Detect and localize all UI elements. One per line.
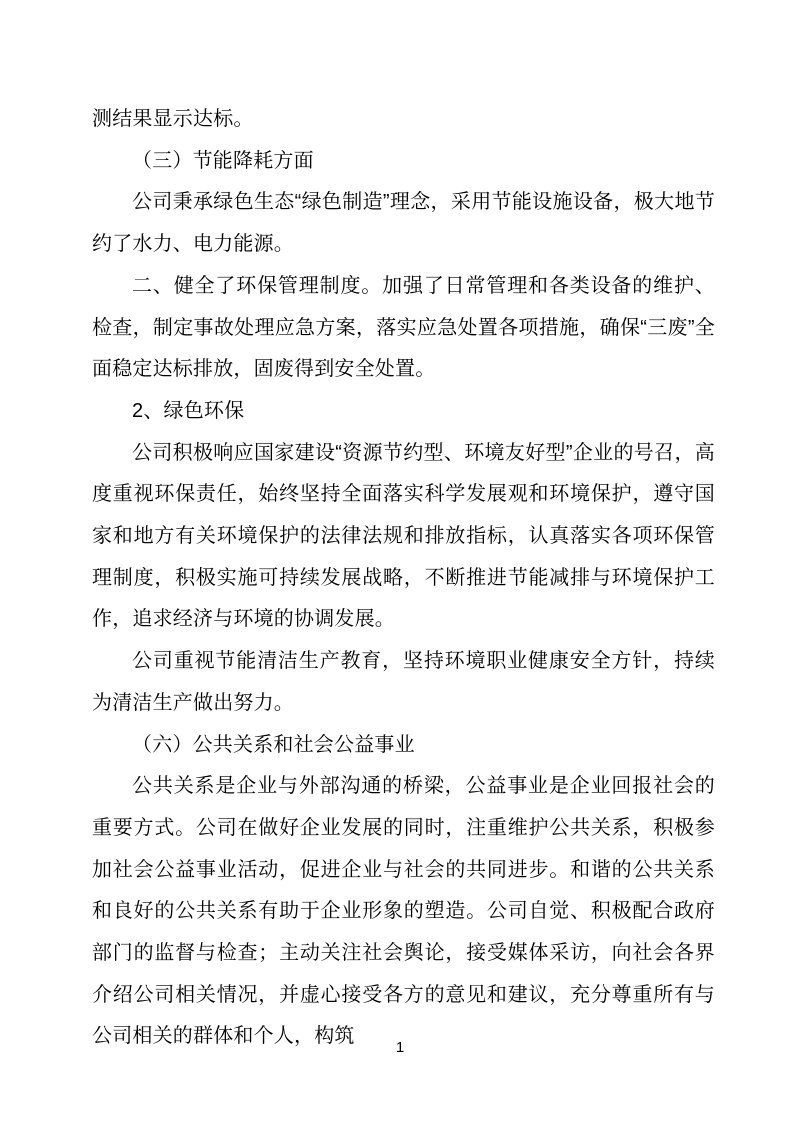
paragraph: 测结果显示达标。 — [92, 108, 254, 130]
paragraph: 公共关系是企业与外部沟通的桥梁，公益事业是企业回报社会的重要方式。公司在做好企业发展的同时，注重维护公共关系，积极参加社会公益事业活动，促进企业与社会的共同进步。和谐的公共关系和良好的公共关系有助于企业形象的塑造。公司自觉、积极配合政府部门的监督与检查；主动关注社会舆论，接受媒体采访，向社会各界介绍公司相关情况，并虚心接受各方的意见和建议，充分尊重所有与公司相关的群体和个人，构筑 — [92, 775, 715, 1048]
paragraph: 公司重视节能清洁生产教育，坚持环境职业健康安全方针，持续为清洁生产做出努力。 — [92, 650, 715, 714]
page-number: 1 — [395, 1039, 405, 1056]
paragraph: 公司秉承绿色生态“绿色制造”理念，采用节能设施设备，极大地节约了水力、电力能源。 — [92, 191, 715, 256]
section-heading: 2、绿色环保 — [132, 399, 245, 422]
page-footer — [0, 1038, 800, 1058]
paragraph: 二、健全了环保管理制度。加强了日常管理和各类设备的维护、检查，制定事故处理应急方案，落实应急处置各项措施，确保“三废”全面稳定达标排放，固废得到安全处置。 — [92, 274, 715, 381]
document-body — [92, 99, 715, 1058]
paragraph: 公司积极响应国家建设“资源节约型、环境友好型”企业的号召，高度重视环保责任，始终坚持全面落实科学发展观和环境保护，遵守国家和地方有关环境保护的法律法规和排放指标，认真落实各项环保管理制度，积极实施可持续发展战略，不断推进节能减排与环境保护工作，追求经济与环境的协调发展。 — [92, 441, 715, 631]
section-heading: （三）节能降耗方面 — [132, 149, 314, 172]
section-heading: （六）公共关系和社会公益事业 — [132, 733, 415, 756]
